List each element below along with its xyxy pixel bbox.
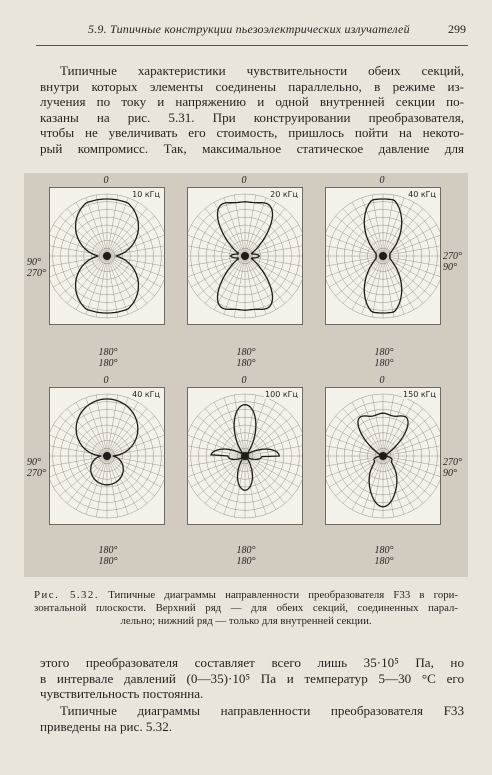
plot-top-2-label-180a: 180°	[236, 347, 256, 358]
running-title: 5.9. Типичные конструкции пьезоэлектрических излучателей	[88, 22, 410, 36]
plot-top-3-label-90: 90°	[443, 262, 457, 273]
polar-grid	[50, 188, 164, 324]
plot-top-3-label-270: 270°	[443, 251, 462, 262]
text-line: Типичные диаграммы направленности преобразователя F33	[60, 703, 464, 718]
frequency-label: 40 кГц	[408, 190, 436, 199]
plot-bottom-3-label-270: 270°	[443, 457, 462, 468]
paragraph-pressure	[40, 655, 464, 702]
plot-bottom-3-label-180a: 180°	[374, 545, 394, 556]
paragraph-directivity	[40, 703, 464, 734]
text-line: казаны на рис. 5.31. При конструировании преобразователя,	[40, 109, 464, 125]
plot-top-2-label-180b: 180°	[236, 358, 256, 369]
paragraph-intro	[40, 63, 464, 157]
plot-top-1-label-180b: 180°	[98, 358, 118, 369]
text-line: рый компромисс. Так, максимальное статическое давление для	[40, 140, 464, 156]
frequency-label: 10 кГц	[132, 190, 160, 199]
caption-line: зонтальной плоскости. Верхний ряд — для обеих секций, соединенных парал-	[34, 602, 458, 614]
figure-caption	[34, 589, 458, 628]
header-rule	[36, 45, 468, 46]
caption-line: лельно; нижний ряд — только для внутренней секции.	[120, 615, 372, 627]
figure-5-32	[24, 173, 468, 577]
polar-grid	[188, 388, 302, 524]
text-line: лучения по току и напряжению и одной внутренней секции по-	[40, 94, 464, 110]
frequency-label: 40 кГц	[132, 390, 160, 399]
frequency-label: 100 кГц	[265, 390, 298, 399]
transducer-center	[241, 252, 249, 260]
transducer-center	[103, 252, 111, 260]
page-number: 299	[448, 22, 466, 36]
plot-bottom-1-label-90: 90°	[27, 457, 41, 468]
plot-top-3-label-180b: 180°	[374, 358, 394, 369]
polar-plot-top-3	[325, 187, 441, 325]
polar-grid	[326, 188, 440, 324]
text-line: приведены на рис. 5.32.	[40, 718, 173, 734]
text-line: чтобы не увеличивать его стоимость, пришлось пойти на некото-	[40, 125, 464, 141]
polar-plot-bottom-2	[187, 387, 303, 525]
plot-bottom-1-label-0: 0	[103, 375, 109, 386]
polar-plot-bottom-1	[49, 387, 165, 525]
plot-bottom-2-label-180b: 180°	[236, 556, 256, 567]
plot-bottom-1-label-270: 270°	[27, 468, 46, 479]
polar-plot-bottom-3	[325, 387, 441, 525]
text-line: внутри которых элементы соединены параллельно, в режиме из-	[40, 78, 464, 94]
caption-label: Рис. 5.32.	[34, 589, 100, 601]
plot-bottom-2-label-0: 0	[241, 375, 247, 386]
polar-plot-top-1	[49, 187, 165, 325]
caption-text: Типичные диаграммы направленности преобразователя F33 в гори-	[108, 589, 458, 601]
plot-bottom-1-label-180a: 180°	[98, 545, 118, 556]
transducer-center	[241, 452, 249, 460]
plot-top-2-label-0: 0	[241, 175, 247, 186]
caption-line	[34, 589, 458, 602]
plot-top-1-label-0: 0	[103, 175, 109, 186]
polar-grid	[326, 388, 440, 524]
plot-bottom-3-label-180b: 180°	[374, 556, 394, 567]
text-line: этого преобразователя составляет всего лишь 35·10⁵ Па, но	[40, 655, 464, 670]
plot-top-3-label-180a: 180°	[374, 347, 394, 358]
running-header	[0, 22, 492, 38]
frequency-label: 150 кГц	[403, 390, 436, 399]
plot-top-3-label-0: 0	[379, 175, 385, 186]
plot-top-1-label-90: 90°	[27, 257, 41, 268]
plot-bottom-1-label-180b: 180°	[98, 556, 118, 567]
text-line: Типичные характеристики чувствительности обеих секций,	[60, 63, 464, 78]
polar-grid	[50, 388, 164, 524]
plot-bottom-3-label-90: 90°	[443, 468, 457, 479]
polar-plot-top-2	[187, 187, 303, 325]
plot-bottom-3-label-0: 0	[379, 375, 385, 386]
polar-grid	[188, 188, 302, 324]
plot-top-1-label-180a: 180°	[98, 347, 118, 358]
plot-bottom-2-label-180a: 180°	[236, 545, 256, 556]
text-line: в интервале давлений (0—35)·10⁵ Па и температур 5—30 °С его	[40, 670, 464, 686]
text-line: чувствительность постоянна.	[40, 686, 204, 702]
frequency-label: 20 кГц	[270, 190, 298, 199]
transducer-center	[379, 252, 387, 260]
plot-top-1-label-270: 270°	[27, 268, 46, 279]
transducer-center	[379, 452, 387, 460]
transducer-center	[103, 452, 111, 460]
